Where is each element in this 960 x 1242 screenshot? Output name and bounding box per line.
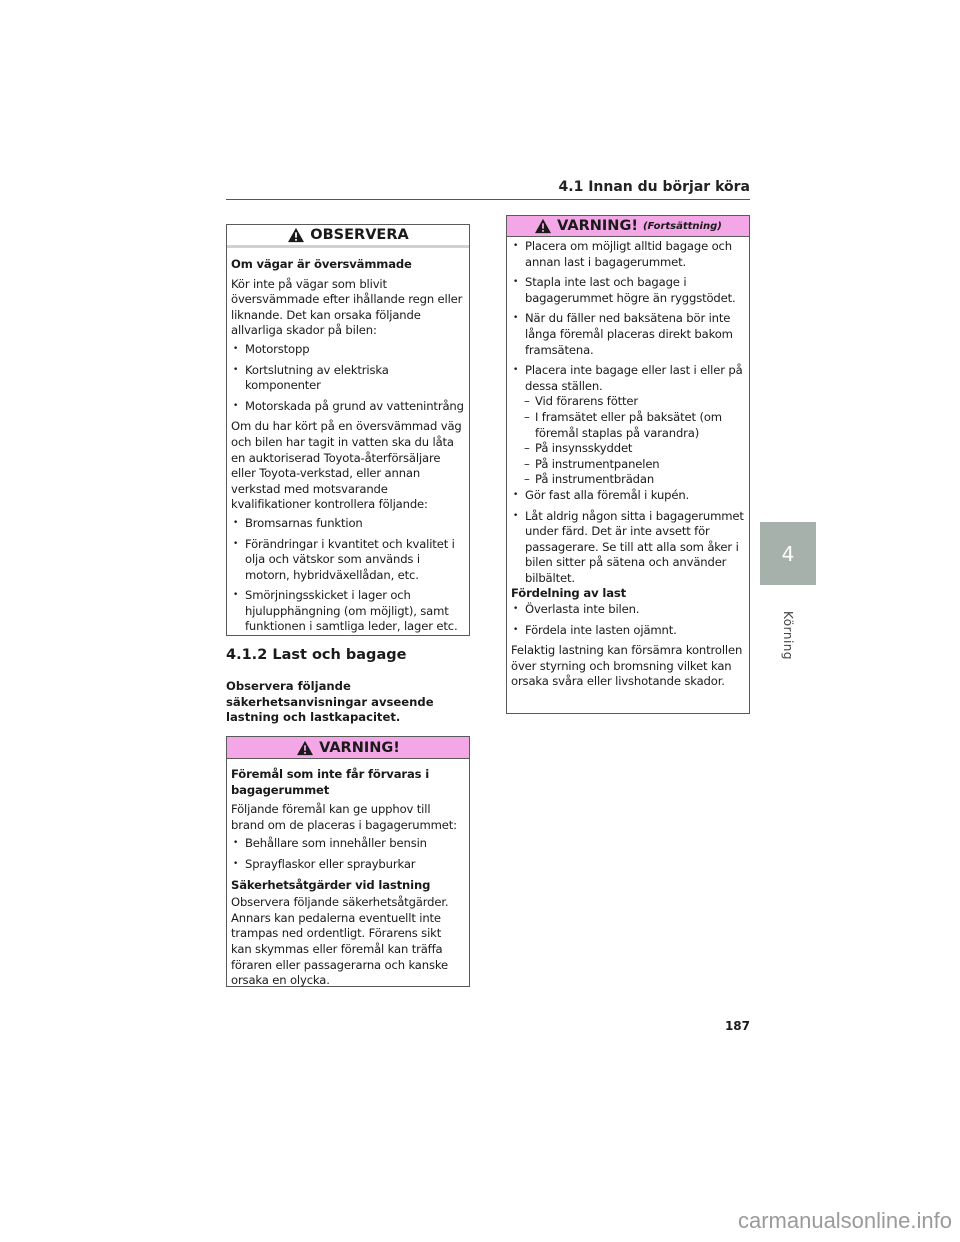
list-item: • Smörjningsskicket i lager och hjulupphängning (om möjligt), samt funktionen i samtliga leder, lager etc. [231, 588, 465, 635]
cabin-rules-list [511, 488, 745, 587]
warning-triangle-icon [287, 227, 305, 243]
load-distribution-text: Felaktig lastning kan försämra kontrollen över styrning och bromsning vilket kan orsaka svåra eller livshotande skador. [511, 643, 743, 689]
list-item: • Låt aldrig någon sitta i bagagerummet under färd. Det är inte avsett för passagerare. Se till att alla som åker i bilen sitter på sätena och använder bilbältet. [511, 509, 745, 587]
list-item: – Vid förarens fötter [511, 394, 745, 410]
page-number: 187 [724, 1019, 750, 1033]
section-title: 4.1.2 Last och bagage [226, 647, 407, 663]
list-item: – På insynsskyddet [511, 441, 745, 457]
list-item: • Placera inte bagage eller last i eller på dessa ställen. [511, 363, 745, 394]
warning-text: Följande föremål kan ge upphov till brand om de placeras i bagagerummet: [231, 802, 457, 832]
warning-item-list [231, 836, 465, 872]
list-item: • Överlasta inte bilen. [511, 602, 745, 618]
list-item: • Kortslutning av elektriska komponenter [231, 363, 465, 394]
load-distribution-heading: Fördelning av last [511, 586, 627, 601]
notice-intro: Kör inte på vägar som blivit översvämmade efter ihållande regn eller liknande. Det kan orsaka följande allvarliga skador på bilen: [231, 276, 463, 338]
list-item: • Behållare som innehåller bensin [231, 836, 465, 852]
loading-rules-list [511, 239, 745, 394]
notice-middle-text: Om du har kört på en översvämmad väg och bilen har tagit in vatten ska du låta en auktoriserad Toyota-återförsäljare eller Toyota-verkstad, eller annan verkstad med motsvarande kvalifikationer kontrollera följande: [231, 419, 462, 512]
warning-box [226, 736, 470, 987]
warning-subheading: Föremål som inte får förvaras i bagagerummet [231, 767, 430, 797]
list-item: – I framsätet eller på baksätet (om föremål staplas på varandra) [511, 410, 745, 441]
chapter-label: Körning [781, 610, 795, 660]
load-distribution-list [511, 602, 745, 638]
running-header: 4.1 Innan du börjar köra [558, 179, 750, 195]
warning-continued-title: VARNING! [557, 218, 638, 234]
list-item: – På instrumentpanelen [511, 457, 745, 473]
warning-continued-box [506, 215, 750, 714]
warning-box-title: VARNING! [319, 739, 400, 756]
header-rule [226, 199, 750, 200]
warning-triangle-icon [296, 740, 314, 756]
warning-subheading: Säkerhetsåtgärder vid lastning [231, 877, 431, 892]
chapter-tab [760, 522, 816, 585]
forbidden-places-list [511, 394, 745, 488]
notice-subheading: Om vägar är översvämmade [231, 257, 412, 271]
warning-triangle-icon [534, 218, 552, 234]
notice-damage-list [231, 342, 465, 414]
notice-box-header [227, 225, 469, 248]
list-item: • Bromsarnas funktion [231, 516, 465, 532]
warning-text: Observera följande säkerhetsåtgärder. Annars kan pedalerna eventuellt inte trampas ned ordentligt. Förarens sikt kan skymmas eller föremål kan träffa föraren eller passagerarna och kanske orsaka en olycka. [231, 895, 449, 988]
warning-box-header [227, 737, 469, 759]
notice-box-title: OBSERVERA [310, 227, 409, 243]
notice-check-list [231, 516, 465, 635]
notice-box [226, 224, 470, 636]
list-item: • Gör fast alla föremål i kupén. [511, 488, 745, 504]
watermark: carmanualsonline.info [737, 1208, 952, 1233]
chapter-number: 4 [781, 541, 795, 566]
list-item: • När du fäller ned baksätena bör inte långa föremål placeras direkt bakom framsätena. [511, 311, 745, 358]
section-intro: Observera följande säkerhetsanvisningar avseende lastning och lastkapacitet. [226, 679, 434, 724]
list-item: • Stapla inte last och bagage i bagagerummet högre än ryggstödet. [511, 275, 745, 306]
list-item: – På instrumentbrädan [511, 472, 745, 488]
list-item: • Placera om möjligt alltid bagage och annan last i bagagerummet. [511, 239, 745, 270]
list-item: • Motorskada på grund av vattenintrång [231, 399, 465, 415]
list-item: • Fördela inte lasten ojämnt. [511, 623, 745, 639]
list-item: • Motorstopp [231, 342, 465, 358]
list-item: • Sprayflaskor eller sprayburkar [231, 857, 465, 873]
continued-label: (Fortsättning) [642, 220, 722, 232]
warning-continued-header [507, 216, 749, 237]
list-item: • Förändringar i kvantitet och kvalitet i olja och vätskor som används i motorn, hybridväxellådan, etc. [231, 537, 465, 584]
